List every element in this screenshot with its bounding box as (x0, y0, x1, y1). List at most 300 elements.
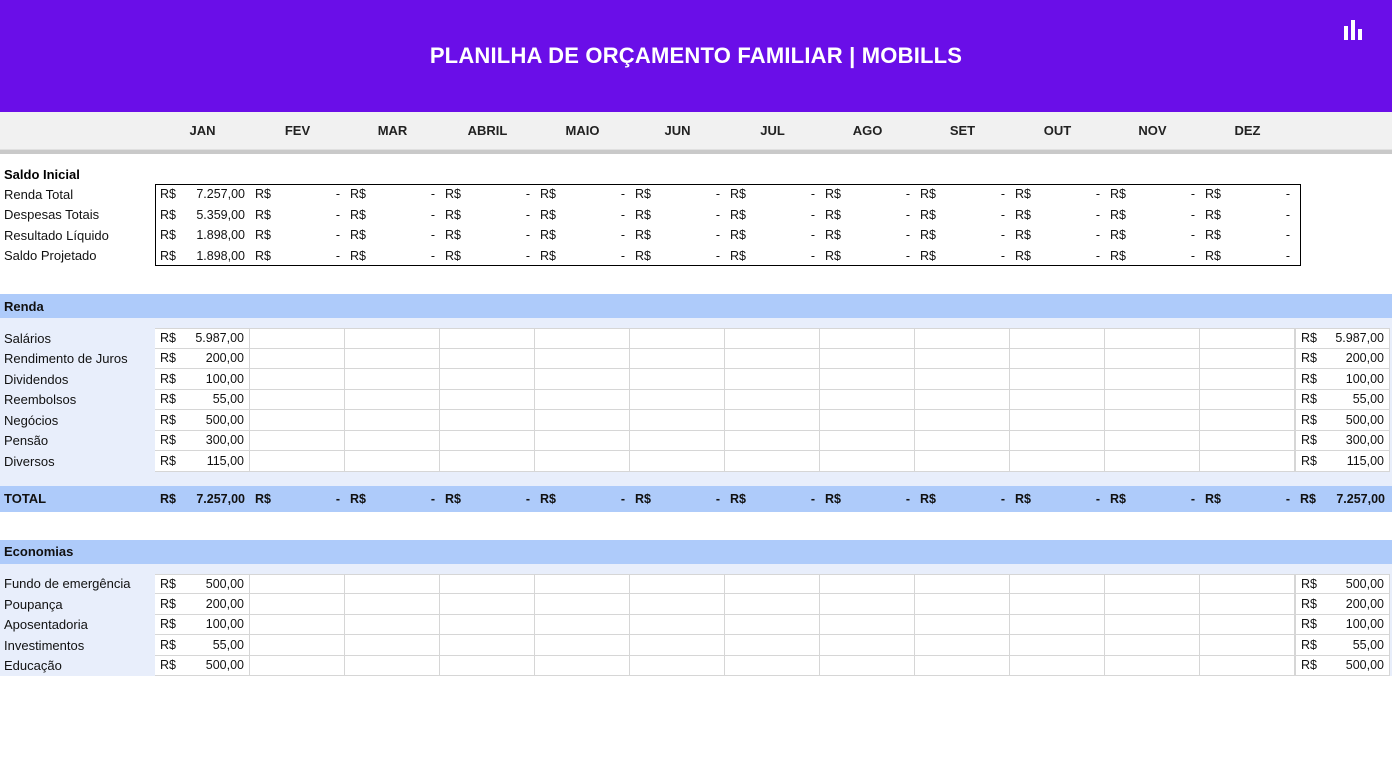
currency-symbol: R$ (1015, 248, 1031, 263)
cell-nov[interactable] (1105, 574, 1200, 595)
summary-cell-maio[interactable] (535, 225, 630, 246)
cell-jun[interactable] (630, 615, 725, 636)
cell-out[interactable] (1010, 369, 1105, 390)
currency-symbol: R$ (1301, 392, 1317, 407)
summary-cell-set[interactable] (915, 184, 1010, 205)
cell-jun[interactable] (630, 369, 725, 390)
cell-jun[interactable] (630, 349, 725, 370)
cell-dez[interactable] (1200, 574, 1295, 595)
summary-row-label: Renda Total (4, 186, 74, 202)
total-cell-out (1010, 492, 1105, 506)
section-gap (0, 266, 1392, 294)
row-label: Educação (4, 658, 62, 674)
summary-cell-dez[interactable] (1200, 246, 1295, 267)
currency-symbol: R$ (730, 491, 746, 506)
cell-abril[interactable] (440, 594, 535, 615)
currency-symbol: R$ (1205, 248, 1221, 263)
cell-jul[interactable] (725, 451, 820, 472)
cell-value: 200,00 (205, 596, 244, 611)
cell-set[interactable] (915, 349, 1010, 370)
cell-abril[interactable] (440, 390, 535, 411)
summary-cell-fev[interactable] (250, 246, 345, 267)
cell-out[interactable] (1010, 615, 1105, 636)
currency-symbol: R$ (635, 491, 651, 506)
cell-jan[interactable] (155, 594, 250, 615)
summary-cell-out[interactable] (1010, 205, 1105, 226)
month-header-jan[interactable]: JAN (189, 123, 216, 138)
month-header-out[interactable]: OUT (1043, 123, 1072, 138)
cell-abril[interactable] (440, 615, 535, 636)
row-total-cell (1295, 656, 1390, 677)
section-title-renda: Renda (0, 294, 1392, 318)
cell-jul[interactable] (725, 431, 820, 452)
month-header-jun[interactable]: JUN (664, 123, 691, 138)
cell-nov[interactable] (1105, 349, 1200, 370)
cell-mar[interactable] (345, 369, 440, 390)
cell-jul[interactable] (725, 369, 820, 390)
summary-title: Saldo Inicial (4, 166, 80, 182)
summary-cell-jul[interactable] (725, 246, 820, 267)
grand-total-cell (1295, 492, 1390, 506)
month-header-abril[interactable]: ABRIL (467, 123, 508, 138)
cell-maio[interactable] (535, 328, 630, 349)
summary-cell-ago[interactable] (820, 184, 915, 205)
cell-jan[interactable] (155, 410, 250, 431)
total-cell-dez (1200, 492, 1295, 506)
cell-value: - (1000, 207, 1005, 222)
cell-jul[interactable] (725, 574, 820, 595)
cell-maio[interactable] (535, 635, 630, 656)
row-total-cell (1295, 349, 1390, 370)
cell-value: - (430, 228, 435, 243)
cell-mar[interactable] (345, 635, 440, 656)
table-row (0, 451, 1392, 472)
cell-mar[interactable] (345, 574, 440, 595)
summary-cell-abril[interactable] (440, 184, 535, 205)
cell-ago[interactable] (820, 349, 915, 370)
cell-value: - (810, 207, 815, 222)
cell-set[interactable] (915, 594, 1010, 615)
cell-maio[interactable] (535, 594, 630, 615)
cell-value: 7.257,00 (196, 187, 245, 202)
cell-jul[interactable] (725, 349, 820, 370)
currency-symbol: R$ (160, 248, 176, 263)
cell-maio[interactable] (535, 574, 630, 595)
cell-value: - (525, 248, 530, 263)
summary-cell-abril[interactable] (440, 246, 535, 267)
cell-dez[interactable] (1200, 451, 1295, 472)
table-row (0, 635, 1392, 656)
currency-symbol: R$ (730, 248, 746, 263)
cell-out[interactable] (1010, 594, 1105, 615)
summary-cell-nov[interactable] (1105, 205, 1200, 226)
table-row (0, 574, 1392, 595)
cell-out[interactable] (1010, 328, 1105, 349)
cell-jun[interactable] (630, 410, 725, 431)
row-label: Pensão (4, 433, 49, 449)
cell-ago[interactable] (820, 594, 915, 615)
summary-cell-mar[interactable] (345, 225, 440, 246)
cell-value: 200,00 (205, 351, 244, 366)
total-cell-abril (440, 492, 535, 506)
summary-cell-mar[interactable] (345, 184, 440, 205)
currency-symbol: R$ (255, 207, 271, 222)
cell-abril[interactable] (440, 656, 535, 677)
month-header-ago[interactable]: AGO (852, 123, 883, 138)
cell-jul[interactable] (725, 410, 820, 431)
currency-symbol: R$ (160, 453, 176, 468)
cell-value: 500,00 (1345, 412, 1384, 427)
cell-mar[interactable] (345, 390, 440, 411)
cell-jan[interactable] (155, 615, 250, 636)
currency-symbol: R$ (540, 228, 556, 243)
summary-row (0, 246, 1392, 267)
summary-cell-jun[interactable] (630, 225, 725, 246)
cell-dez[interactable] (1200, 615, 1295, 636)
summary-cell-jan[interactable] (155, 246, 250, 267)
cell-value: - (1190, 207, 1195, 222)
total-cell-ago (820, 492, 915, 506)
cell-value: - (525, 187, 530, 202)
cell-jan[interactable] (155, 635, 250, 656)
summary-cell-abril[interactable] (440, 225, 535, 246)
summary-cell-jan[interactable] (155, 205, 250, 226)
currency-symbol: R$ (160, 596, 176, 611)
row-total-cell (1295, 390, 1390, 411)
summary-cell-jun[interactable] (630, 184, 725, 205)
cell-dez[interactable] (1200, 328, 1295, 349)
section-title-economias: Economias (0, 540, 1392, 564)
total-cell-nov (1105, 492, 1200, 506)
cell-set[interactable] (915, 635, 1010, 656)
table-row (0, 615, 1392, 636)
cell-dez[interactable] (1200, 431, 1295, 452)
cell-ago[interactable] (820, 369, 915, 390)
cell-jun[interactable] (630, 390, 725, 411)
currency-symbol: R$ (540, 248, 556, 263)
summary-cell-jul[interactable] (725, 184, 820, 205)
cell-ago[interactable] (820, 328, 915, 349)
cell-ago[interactable] (820, 451, 915, 472)
summary-cell-jul[interactable] (725, 225, 820, 246)
cell-jan[interactable] (155, 369, 250, 390)
currency-symbol: R$ (635, 187, 651, 202)
cell-jul[interactable] (725, 390, 820, 411)
currency-symbol: R$ (255, 187, 271, 202)
cell-abril[interactable] (440, 410, 535, 431)
cell-mar[interactable] (345, 451, 440, 472)
cell-mar[interactable] (345, 615, 440, 636)
summary-cell-mar[interactable] (345, 246, 440, 267)
cell-value: - (810, 187, 815, 202)
cell-abril[interactable] (440, 349, 535, 370)
currency-symbol: R$ (825, 207, 841, 222)
cell-jun[interactable] (630, 451, 725, 472)
cell-maio[interactable] (535, 349, 630, 370)
cell-value: - (620, 228, 625, 243)
cell-fev[interactable] (250, 349, 345, 370)
cell-nov[interactable] (1105, 328, 1200, 349)
cell-ago[interactable] (820, 635, 915, 656)
cell-jul[interactable] (725, 328, 820, 349)
currency-symbol: R$ (445, 207, 461, 222)
cell-fev[interactable] (250, 574, 345, 595)
cell-set[interactable] (915, 369, 1010, 390)
summary-cell-jun[interactable] (630, 246, 725, 267)
cell-fev[interactable] (250, 635, 345, 656)
cell-ago[interactable] (820, 410, 915, 431)
cell-dez[interactable] (1200, 594, 1295, 615)
month-header-nov[interactable]: NOV (1138, 123, 1167, 138)
cell-maio[interactable] (535, 410, 630, 431)
summary-cell-ago[interactable] (820, 246, 915, 267)
currency-symbol: R$ (160, 576, 176, 591)
cell-value: - (525, 207, 530, 222)
cell-mar[interactable] (345, 410, 440, 431)
cell-value: - (1000, 187, 1005, 202)
month-header-jul[interactable]: JUL (760, 123, 785, 138)
cell-abril[interactable] (440, 574, 535, 595)
cell-jun[interactable] (630, 656, 725, 677)
cell-nov[interactable] (1105, 410, 1200, 431)
cell-mar[interactable] (345, 594, 440, 615)
section-grid (0, 574, 1392, 677)
cell-value: 500,00 (1345, 658, 1384, 673)
cell-nov[interactable] (1105, 594, 1200, 615)
cell-dez[interactable] (1200, 656, 1295, 677)
page-banner (0, 0, 1392, 112)
summary-cell-maio[interactable] (535, 205, 630, 226)
cell-out[interactable] (1010, 431, 1105, 452)
total-cell-set (915, 492, 1010, 506)
cell-set[interactable] (915, 410, 1010, 431)
cell-value: - (1190, 228, 1195, 243)
summary-cell-ago[interactable] (820, 205, 915, 226)
cell-maio[interactable] (535, 451, 630, 472)
cell-dez[interactable] (1200, 635, 1295, 656)
summary-cell-dez[interactable] (1200, 205, 1295, 226)
row-label: Salários (4, 330, 51, 346)
summary-cell-jul[interactable] (725, 205, 820, 226)
cell-out[interactable] (1010, 390, 1105, 411)
summary-cell-ago[interactable] (820, 225, 915, 246)
cell-ago[interactable] (820, 574, 915, 595)
summary-cell-dez[interactable] (1200, 184, 1295, 205)
cell-out[interactable] (1010, 574, 1105, 595)
cell-jun[interactable] (630, 574, 725, 595)
cell-set[interactable] (915, 328, 1010, 349)
summary-cell-set[interactable] (915, 225, 1010, 246)
row-total-cell (1295, 410, 1390, 431)
currency-symbol: R$ (1301, 576, 1317, 591)
cell-jun[interactable] (630, 635, 725, 656)
cell-value: - (620, 187, 625, 202)
summary-cell-fev[interactable] (250, 184, 345, 205)
summary-cell-jun[interactable] (630, 205, 725, 226)
currency-symbol: R$ (540, 187, 556, 202)
cell-abril[interactable] (440, 431, 535, 452)
cell-mar[interactable] (345, 349, 440, 370)
summary-cell-jan[interactable] (155, 225, 250, 246)
cell-dez[interactable] (1200, 410, 1295, 431)
cell-value: 200,00 (1345, 351, 1384, 366)
cell-set[interactable] (915, 574, 1010, 595)
currency-symbol: R$ (160, 617, 176, 632)
cell-value: - (810, 248, 815, 263)
cell-jun[interactable] (630, 328, 725, 349)
summary-cell-nov[interactable] (1105, 184, 1200, 205)
cell-out[interactable] (1010, 656, 1105, 677)
cell-value: - (1285, 491, 1290, 506)
currency-symbol: R$ (920, 491, 936, 506)
currency-symbol: R$ (350, 491, 366, 506)
cell-out[interactable] (1010, 410, 1105, 431)
cell-dez[interactable] (1200, 369, 1295, 390)
summary-cell-out[interactable] (1010, 225, 1105, 246)
cell-mar[interactable] (345, 431, 440, 452)
cell-fev[interactable] (250, 451, 345, 472)
cell-fev[interactable] (250, 431, 345, 452)
cell-out[interactable] (1010, 349, 1105, 370)
cell-abril[interactable] (440, 328, 535, 349)
summary-row (0, 184, 1392, 205)
cell-jan[interactable] (155, 328, 250, 349)
summary-cell-nov[interactable] (1105, 246, 1200, 267)
cell-value: 5.987,00 (1335, 331, 1384, 346)
summary-cell-out[interactable] (1010, 246, 1105, 267)
cell-fev[interactable] (250, 615, 345, 636)
cell-jun[interactable] (630, 431, 725, 452)
summary-cell-set[interactable] (915, 205, 1010, 226)
cell-set[interactable] (915, 451, 1010, 472)
cell-abril[interactable] (440, 369, 535, 390)
cell-value: - (430, 248, 435, 263)
cell-value: - (430, 187, 435, 202)
cell-value: - (1285, 207, 1290, 222)
month-header-dez[interactable]: DEZ (1234, 123, 1261, 138)
cell-maio[interactable] (535, 615, 630, 636)
cell-dez[interactable] (1200, 349, 1295, 370)
cell-value: 500,00 (205, 658, 244, 673)
cell-set[interactable] (915, 390, 1010, 411)
cell-maio[interactable] (535, 390, 630, 411)
summary-cell-fev[interactable] (250, 205, 345, 226)
cell-maio[interactable] (535, 369, 630, 390)
cell-jan[interactable] (155, 656, 250, 677)
cell-nov[interactable] (1105, 656, 1200, 677)
cell-mar[interactable] (345, 656, 440, 677)
cell-jul[interactable] (725, 594, 820, 615)
cell-ago[interactable] (820, 431, 915, 452)
cell-out[interactable] (1010, 451, 1105, 472)
bar-chart-icon (1344, 18, 1362, 40)
cell-jun[interactable] (630, 594, 725, 615)
cell-value: - (1285, 228, 1290, 243)
cell-nov[interactable] (1105, 369, 1200, 390)
month-header-mar[interactable]: MAR (377, 123, 408, 138)
summary-cell-maio[interactable] (535, 184, 630, 205)
cell-jan[interactable] (155, 451, 250, 472)
month-header-set[interactable]: SET (949, 123, 976, 138)
month-header-fev[interactable]: FEV (284, 123, 311, 138)
cell-nov[interactable] (1105, 615, 1200, 636)
cell-nov[interactable] (1105, 451, 1200, 472)
cell-set[interactable] (915, 615, 1010, 636)
currency-symbol: R$ (1301, 433, 1317, 448)
cell-ago[interactable] (820, 615, 915, 636)
row-label: Dividendos (4, 371, 69, 387)
cell-value: - (810, 491, 815, 506)
cell-abril[interactable] (440, 635, 535, 656)
cell-nov[interactable] (1105, 635, 1200, 656)
cell-jan[interactable] (155, 349, 250, 370)
cell-fev[interactable] (250, 390, 345, 411)
cell-value: - (1285, 187, 1290, 202)
cell-jul[interactable] (725, 615, 820, 636)
total-cell-jul (725, 492, 820, 506)
cell-jul[interactable] (725, 635, 820, 656)
row-label: Negócios (4, 412, 59, 428)
cell-set[interactable] (915, 431, 1010, 452)
cell-abril[interactable] (440, 451, 535, 472)
cell-value: - (1000, 248, 1005, 263)
cell-nov[interactable] (1105, 390, 1200, 411)
cell-fev[interactable] (250, 410, 345, 431)
cell-dez[interactable] (1200, 390, 1295, 411)
currency-symbol: R$ (255, 248, 271, 263)
cell-nov[interactable] (1105, 431, 1200, 452)
summary-cell-maio[interactable] (535, 246, 630, 267)
cell-value: - (1190, 491, 1195, 506)
month-header-maio[interactable]: MAIO (565, 123, 600, 138)
summary-cell-fev[interactable] (250, 225, 345, 246)
currency-symbol: R$ (635, 207, 651, 222)
row-label: Reembolsos (4, 392, 77, 408)
summary-cell-mar[interactable] (345, 205, 440, 226)
cell-value: - (715, 207, 720, 222)
summary-cell-nov[interactable] (1105, 225, 1200, 246)
cell-fev[interactable] (250, 594, 345, 615)
cell-ago[interactable] (820, 390, 915, 411)
cell-value: - (1190, 187, 1195, 202)
summary-cell-out[interactable] (1010, 184, 1105, 205)
cell-out[interactable] (1010, 635, 1105, 656)
cell-fev[interactable] (250, 656, 345, 677)
summary-cell-set[interactable] (915, 246, 1010, 267)
currency-symbol: R$ (1015, 187, 1031, 202)
row-label: Rendimento de Juros (4, 351, 128, 367)
currency-symbol: R$ (160, 392, 176, 407)
cell-jan[interactable] (155, 574, 250, 595)
total-cell-maio (535, 492, 630, 506)
cell-fev[interactable] (250, 328, 345, 349)
summary-cell-dez[interactable] (1200, 225, 1295, 246)
cell-maio[interactable] (535, 656, 630, 677)
cell-maio[interactable] (535, 431, 630, 452)
cell-ago[interactable] (820, 656, 915, 677)
cell-value: 55,00 (1352, 392, 1384, 407)
cell-set[interactable] (915, 656, 1010, 677)
cell-jul[interactable] (725, 656, 820, 677)
summary-cell-jan[interactable] (155, 184, 250, 205)
summary-cell-abril[interactable] (440, 205, 535, 226)
total-cell-fev (250, 492, 345, 506)
cell-jan[interactable] (155, 390, 250, 411)
row-total-cell (1295, 369, 1390, 390)
cell-mar[interactable] (345, 328, 440, 349)
cell-jan[interactable] (155, 431, 250, 452)
cell-fev[interactable] (250, 369, 345, 390)
